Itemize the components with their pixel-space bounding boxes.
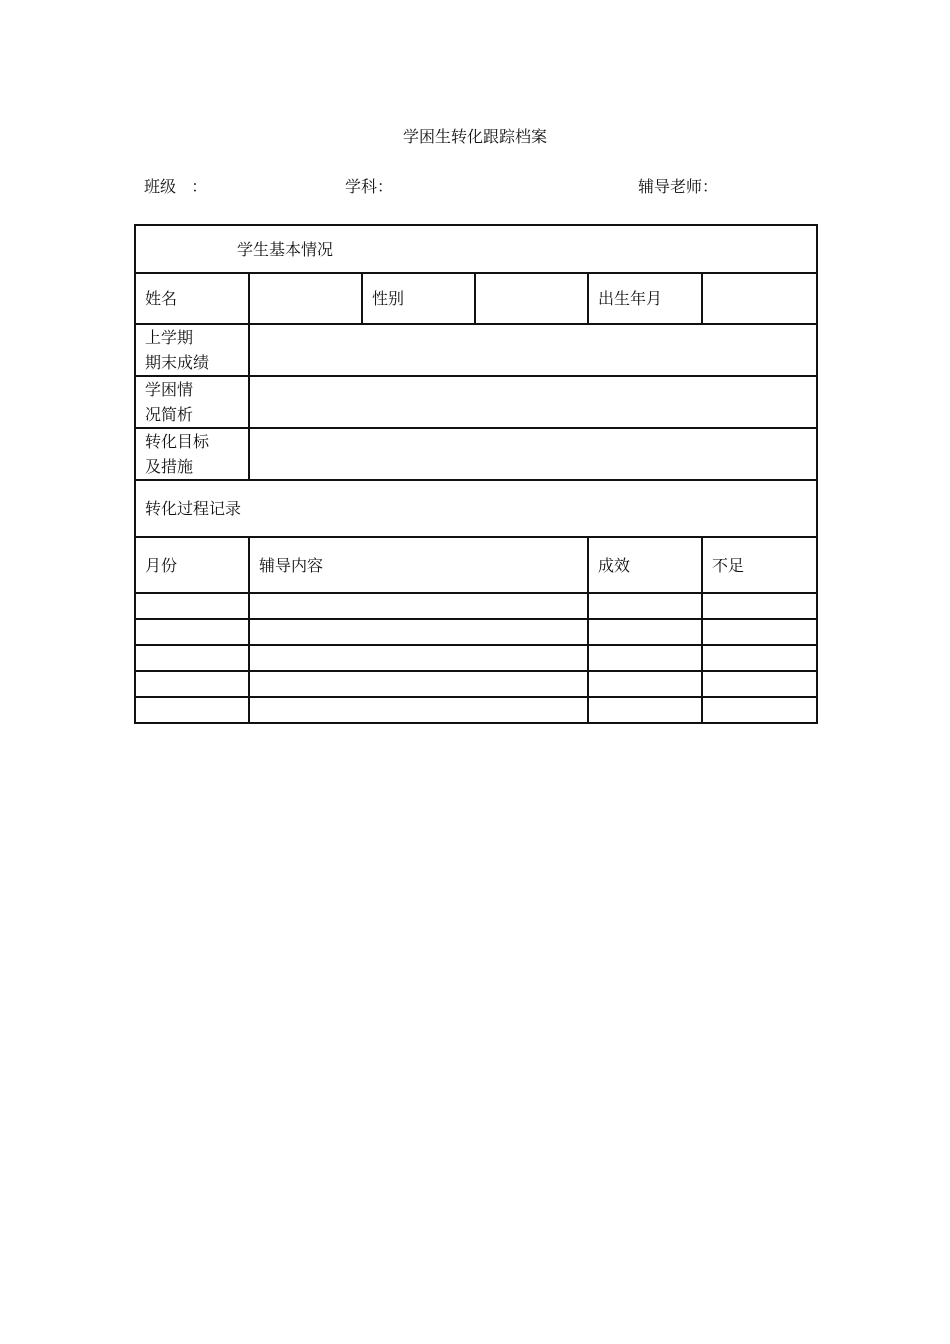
shortcoming-cell[interactable] [702,593,817,619]
content-cell[interactable] [249,671,588,697]
process-column-header-row [135,537,817,593]
shortcoming-cell[interactable] [702,645,817,671]
basic-info-row [135,273,817,324]
class-label: 班级 ： [144,177,208,196]
content-cell[interactable] [249,593,588,619]
goals-row [135,428,817,480]
month-cell[interactable] [135,645,249,671]
analysis-label-line1: 学困情 [145,380,194,399]
analysis-label-line2: 况简析 [145,405,194,424]
tracking-record-table [134,224,818,724]
shortcoming-cell[interactable] [702,697,817,723]
last-term-label [135,324,249,376]
analysis-value-cell[interactable] [249,376,817,428]
name-label: 姓名 [135,273,249,324]
goals-label [135,428,249,480]
content-cell[interactable] [249,645,588,671]
effect-column-header: 成效 [588,537,702,593]
process-section-title: 转化过程记录 [135,480,817,537]
record-row [135,619,817,645]
month-column-header: 月份 [135,537,249,593]
page-title: 学困生转化跟踪档案 [402,127,547,146]
effect-cell[interactable] [588,645,702,671]
last-term-label-line2: 期末成绩 [145,353,210,372]
last-term-label-line1: 上学期 [145,328,194,347]
gender-value-cell[interactable] [475,273,588,324]
birth-value-cell[interactable] [702,273,817,324]
content-column-header: 辅导内容 [249,537,588,593]
gender-label: 性别 [362,273,475,324]
record-row [135,593,817,619]
record-row [135,697,817,723]
subject-label: 学科： [345,177,394,196]
month-cell[interactable] [135,697,249,723]
shortcoming-cell[interactable] [702,619,817,645]
effect-cell[interactable] [588,697,702,723]
goals-label-line1: 转化目标 [145,432,210,451]
effect-cell[interactable] [588,671,702,697]
process-section-row [135,480,817,537]
shortcoming-cell[interactable] [702,671,817,697]
effect-cell[interactable] [588,593,702,619]
analysis-row [135,376,817,428]
basic-section-title: 学生基本情况 [135,225,817,273]
goals-value-cell[interactable] [249,428,817,480]
content-cell[interactable] [249,697,588,723]
analysis-label [135,376,249,428]
record-row [135,671,817,697]
goals-label-line2: 及措施 [145,457,194,476]
birth-label: 出生年月 [588,273,702,324]
month-cell[interactable] [135,671,249,697]
shortcoming-column-header: 不足 [702,537,817,593]
content-cell[interactable] [249,619,588,645]
last-term-value-cell[interactable] [249,324,817,376]
month-cell[interactable] [135,619,249,645]
name-value-cell[interactable] [249,273,362,324]
basic-section-row [135,225,817,273]
last-term-row [135,324,817,376]
month-cell[interactable] [135,593,249,619]
record-row [135,645,817,671]
tutor-label: 辅导老师： [638,177,719,196]
effect-cell[interactable] [588,619,702,645]
